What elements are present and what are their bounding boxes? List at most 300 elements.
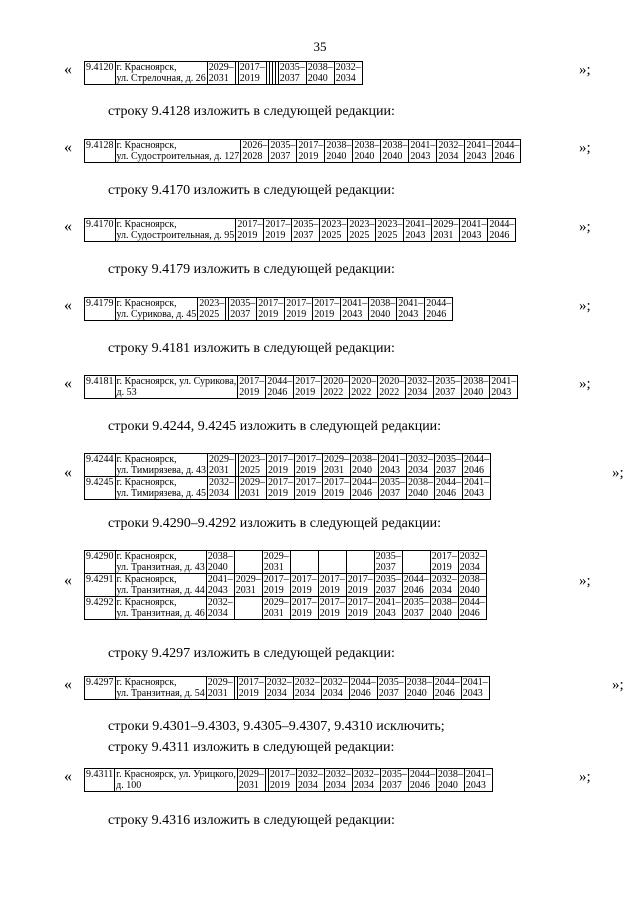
year-start: 2041– <box>410 140 436 151</box>
year-range-cell <box>206 551 234 574</box>
year-end: 2019 <box>239 387 260 398</box>
year-range-cell <box>405 677 433 700</box>
year-start: 2017– <box>268 477 294 488</box>
year-range-cell <box>313 298 341 321</box>
amendment-table <box>84 139 521 163</box>
year-end: 2019 <box>239 73 260 84</box>
year-end: 2019 <box>314 309 335 320</box>
year-start: 2032– <box>297 769 323 780</box>
address-line-2: ул. Транзитная, д. 54 <box>116 688 205 699</box>
year-start: 2044– <box>403 574 429 585</box>
amendment-table <box>84 297 453 321</box>
year-end: 2019 <box>347 608 368 619</box>
year-start: 2044– <box>352 477 378 488</box>
year-start: 2038– <box>431 597 457 608</box>
year-end: 2046 <box>464 465 485 476</box>
address-line-2: д. 100 <box>116 780 142 791</box>
year-start: 2020– <box>323 376 349 387</box>
year-end: 2043 <box>375 608 396 619</box>
year-range-cell <box>278 62 306 85</box>
year-end: 2025 <box>349 230 370 241</box>
year-range-cell <box>318 574 346 597</box>
year-start: 2038– <box>354 140 380 151</box>
year-range-cell <box>241 140 269 163</box>
year-range-cell <box>369 298 397 321</box>
year-end: 2019 <box>268 465 289 476</box>
year-range-cell <box>407 454 435 477</box>
year-range-cell <box>349 677 377 700</box>
amendment-paragraph: строки 9.4244, 9.4245 изложить в следующей редакции: <box>108 419 442 434</box>
year-range-cell <box>320 219 348 242</box>
year-range-cell <box>198 298 226 321</box>
year-start: 2041– <box>207 574 233 585</box>
address-line-1: г. Красноярск, <box>116 551 177 562</box>
year-start: 2035– <box>378 677 404 688</box>
amendment-paragraph: строку 9.4128 изложить в следующей редакции: <box>108 104 395 119</box>
amendment-table <box>84 768 493 792</box>
year-start: 2017– <box>319 574 345 585</box>
year-end: 2025 <box>321 230 342 241</box>
year-end: 2037 <box>293 230 314 241</box>
year-end: 2040 <box>326 151 347 162</box>
year-range-cell <box>292 219 320 242</box>
year-start: 2035– <box>293 219 319 230</box>
year-end: 2046 <box>350 688 371 699</box>
year-end: 2046 <box>459 608 480 619</box>
amendment-table <box>84 550 487 620</box>
closing-quote: »; <box>612 677 624 693</box>
year-range-cell <box>262 597 290 620</box>
closing-quote: »; <box>579 140 591 156</box>
year-range-cell <box>463 454 491 477</box>
year-range-cell <box>433 677 461 700</box>
year-end: 2034 <box>325 780 346 791</box>
year-start: 2017– <box>258 298 284 309</box>
year-start: 2032– <box>266 677 292 688</box>
row-number-cell: 9.4290 <box>85 551 116 574</box>
year-start: 2038– <box>382 140 408 151</box>
year-end: 2040 <box>406 688 427 699</box>
year-range-cell <box>318 551 346 574</box>
year-end: 2037 <box>279 73 300 84</box>
year-range-cell <box>294 376 322 399</box>
row-number-cell: 9.4244 <box>85 454 116 477</box>
year-range-cell <box>206 677 234 700</box>
year-range-cell <box>430 597 458 620</box>
year-range-cell <box>464 769 492 792</box>
year-start: 2035– <box>403 597 429 608</box>
year-range-cell <box>374 574 402 597</box>
year-end: 2019 <box>268 488 289 499</box>
year-range-cell <box>435 454 463 477</box>
year-start: 2041– <box>405 219 431 230</box>
address-line-2: ул. Тимирязева, д. 45 <box>116 488 207 499</box>
row-number-cell: 9.4128 <box>85 140 116 163</box>
year-range-cell <box>295 477 323 500</box>
year-range-cell <box>402 597 430 620</box>
year-start: 2029– <box>238 769 264 780</box>
address-line-2: ул. Сурикова, д. 45 <box>116 309 197 320</box>
closing-quote: »; <box>579 573 591 589</box>
year-range-cell <box>379 454 407 477</box>
year-range-cell <box>490 376 518 399</box>
year-end: 2043 <box>464 488 485 499</box>
year-range-cell <box>207 62 235 85</box>
year-end: 2043 <box>461 230 482 241</box>
year-range-cell <box>458 551 486 574</box>
year-start: 2041– <box>375 597 401 608</box>
year-start: 2035– <box>436 454 462 465</box>
year-start: 2020– <box>379 376 405 387</box>
address-line-2: ул. Транзитная, д. 43 <box>116 562 205 573</box>
year-start: 2032– <box>459 551 485 562</box>
year-start: 2041– <box>466 140 492 151</box>
year-end: 2034 <box>353 780 374 791</box>
year-range-cell <box>268 769 296 792</box>
amendment-table <box>84 676 490 700</box>
year-range-cell <box>234 551 262 574</box>
year-end: 2019 <box>269 780 290 791</box>
closing-quote: »; <box>579 219 591 235</box>
year-range-cell <box>434 376 462 399</box>
year-range-cell <box>325 140 353 163</box>
year-end: 2040 <box>437 780 458 791</box>
year-end: 2022 <box>323 387 344 398</box>
year-range-cell <box>238 62 266 85</box>
year-range-cell <box>407 477 435 500</box>
year-end: 2019 <box>291 608 312 619</box>
year-end: 2046 <box>403 585 424 596</box>
year-range-cell <box>265 677 293 700</box>
opening-quote: « <box>64 61 72 78</box>
year-start: 2038– <box>207 551 233 562</box>
year-start: 2017– <box>295 376 321 387</box>
year-end: 2034 <box>297 780 318 791</box>
year-end: 2040 <box>382 151 403 162</box>
year-range-cell <box>290 574 318 597</box>
year-end: 2040 <box>459 585 480 596</box>
year-range-cell <box>377 677 405 700</box>
year-start: 2035– <box>380 477 406 488</box>
year-range-cell <box>374 551 402 574</box>
year-start: 2032– <box>294 677 320 688</box>
table-row <box>85 769 493 792</box>
year-start: 2041– <box>342 298 368 309</box>
year-end: 2019 <box>237 230 258 241</box>
year-end: 2037 <box>436 465 457 476</box>
year-end: 2040 <box>352 465 373 476</box>
year-range-cell <box>234 597 262 620</box>
year-end: 2037 <box>403 608 424 619</box>
year-end: 2043 <box>342 309 363 320</box>
year-end: 2022 <box>351 387 372 398</box>
address-line-2: ул. Судостроительная, д. 95 <box>116 230 235 241</box>
year-end: 2034 <box>266 688 287 699</box>
year-start: 2035– <box>435 376 461 387</box>
year-range-cell <box>295 454 323 477</box>
closing-quote: »; <box>579 298 591 314</box>
opening-quote: « <box>64 375 72 392</box>
amendment-table <box>84 61 363 85</box>
address-line-1: г. Красноярск, <box>116 62 177 73</box>
address-line-1: г. Красноярск, <box>116 454 177 465</box>
year-range-cell <box>350 376 378 399</box>
year-start: 2035– <box>279 62 305 73</box>
year-end: 2046 <box>409 780 430 791</box>
year-end: 2040 <box>431 608 452 619</box>
closing-quote: »; <box>612 465 624 481</box>
opening-quote: « <box>64 139 72 156</box>
year-end: 2040 <box>370 309 391 320</box>
year-start: 2017– <box>296 454 322 465</box>
year-range-cell <box>306 62 334 85</box>
year-range-cell <box>208 454 236 477</box>
row-number-cell: 9.4179 <box>85 298 116 321</box>
year-start: 2041– <box>462 677 488 688</box>
year-start: 2032– <box>209 477 235 488</box>
year-range-cell <box>408 769 436 792</box>
year-end: 2022 <box>379 387 400 398</box>
table-row <box>85 454 491 477</box>
address-line-1: г. Красноярск, <box>116 477 177 488</box>
address-cell <box>115 376 238 399</box>
year-range-cell <box>351 477 379 500</box>
year-range-cell <box>402 551 430 574</box>
address-line-1: г. Красноярск, ул. Урицкого, <box>116 769 236 780</box>
opening-quote: « <box>64 297 72 314</box>
year-range-cell <box>322 376 350 399</box>
closing-quote: »; <box>579 376 591 392</box>
amendment-paragraph: строку 9.4181 изложить в следующей редакции: <box>108 341 395 356</box>
year-end: 2043 <box>462 688 483 699</box>
year-range-cell <box>290 551 318 574</box>
year-range-cell <box>324 769 352 792</box>
year-range-cell <box>234 574 262 597</box>
page-number: 35 <box>313 39 327 54</box>
year-end: 2031 <box>238 780 259 791</box>
year-end: 2046 <box>352 488 373 499</box>
address-line-1: г. Красноярск, <box>116 298 177 309</box>
year-range-cell <box>436 769 464 792</box>
year-range-cell <box>267 454 295 477</box>
year-start: 2017– <box>347 574 373 585</box>
year-end: 2034 <box>207 608 228 619</box>
year-range-cell <box>237 677 265 700</box>
table-row <box>85 574 487 597</box>
year-range-cell <box>488 219 516 242</box>
year-end: 2037 <box>375 585 396 596</box>
address-cell <box>115 298 198 321</box>
year-start: 2038– <box>437 769 463 780</box>
year-start: 2041– <box>461 219 487 230</box>
year-end: 2037 <box>380 488 401 499</box>
year-range-cell <box>458 597 486 620</box>
year-end: 2034 <box>438 151 459 162</box>
year-end: 2025 <box>240 465 261 476</box>
year-start: 2038– <box>307 62 333 73</box>
year-start: 2020– <box>351 376 377 387</box>
year-end: 2019 <box>319 585 340 596</box>
year-range-cell <box>376 219 404 242</box>
closing-quote: »; <box>579 62 591 78</box>
year-end: 2019 <box>296 465 317 476</box>
table-row <box>85 551 487 574</box>
address-cell <box>115 597 206 620</box>
year-end: 2040 <box>207 562 228 573</box>
year-start: 2017– <box>319 597 345 608</box>
year-start: 2032– <box>353 769 379 780</box>
year-range-cell <box>323 454 351 477</box>
year-end: 2031 <box>207 688 228 699</box>
year-start: 2029– <box>209 454 235 465</box>
year-range-cell <box>458 574 486 597</box>
year-end: 2043 <box>410 151 431 162</box>
year-end: 2046 <box>489 230 510 241</box>
year-range-cell <box>236 219 264 242</box>
year-start: 2044– <box>459 597 485 608</box>
row-number-cell: 9.4297 <box>85 677 116 700</box>
year-range-cell <box>460 219 488 242</box>
year-start: 2023– <box>349 219 375 230</box>
year-range-cell <box>341 298 369 321</box>
year-end: 2034 <box>407 387 428 398</box>
year-end: 2025 <box>377 230 398 241</box>
year-end: 2043 <box>398 309 419 320</box>
year-start: 2029– <box>240 477 266 488</box>
amendment-paragraph: строки 9.4290–9.4292 изложить в следующей редакции: <box>108 516 442 531</box>
year-end: 2037 <box>375 562 396 573</box>
year-start: 2041– <box>398 298 424 309</box>
year-end: 2040 <box>463 387 484 398</box>
year-range-cell <box>238 376 266 399</box>
year-end: 2019 <box>286 309 307 320</box>
address-line-1: г. Красноярск, <box>116 597 177 608</box>
amendment-paragraph: строку 9.4297 изложить в следующей редакции: <box>108 646 395 661</box>
table-row <box>85 140 521 163</box>
table-row <box>85 477 491 500</box>
year-start: 2017– <box>263 574 289 585</box>
year-range-cell <box>432 219 460 242</box>
year-range-cell <box>430 574 458 597</box>
year-start: 2029– <box>263 551 289 562</box>
year-range-cell <box>321 677 349 700</box>
year-start: 2032– <box>431 574 457 585</box>
year-end: 2031 <box>209 465 230 476</box>
year-start: 2023– <box>321 219 347 230</box>
year-range-cell <box>397 298 425 321</box>
year-end: 2031 <box>263 562 284 573</box>
year-start: 2029– <box>263 597 289 608</box>
year-range-cell <box>293 677 321 700</box>
year-start: 2038– <box>463 376 489 387</box>
year-start: 2044– <box>489 219 515 230</box>
year-start: 2041– <box>464 477 490 488</box>
address-line-2: ул. Транзитная, д. 46 <box>116 608 205 619</box>
row-number-cell: 9.4170 <box>85 219 116 242</box>
year-end: 2028 <box>242 151 263 162</box>
amendment-paragraph: строки 9.4301–9.4303, 9.4305–9.4307, 9.4310 исключить; <box>108 719 445 734</box>
year-end: 2019 <box>295 387 316 398</box>
year-start: 2044– <box>436 477 462 488</box>
year-end: 2019 <box>265 230 286 241</box>
year-range-cell <box>348 219 376 242</box>
table-row <box>85 597 487 620</box>
year-end: 2040 <box>307 73 328 84</box>
year-end: 2019 <box>298 151 319 162</box>
year-end: 2019 <box>291 585 312 596</box>
year-start: 2029– <box>235 574 261 585</box>
year-start: 2032– <box>207 597 233 608</box>
year-end: 2019 <box>238 688 259 699</box>
amendment-paragraph: строку 9.4311 изложить в следующей редакции: <box>108 740 395 755</box>
year-range-cell <box>379 477 407 500</box>
year-range-cell <box>437 140 465 163</box>
year-range-cell <box>229 298 257 321</box>
year-range-cell <box>290 597 318 620</box>
year-end: 2037 <box>378 688 399 699</box>
opening-quote: « <box>64 572 72 589</box>
address-line-2: ул. Судостроительная, д. 127 <box>116 151 240 162</box>
year-start: 2038– <box>352 454 378 465</box>
year-start: 2023– <box>377 219 403 230</box>
year-end: 2046 <box>494 151 515 162</box>
year-range-cell <box>346 574 374 597</box>
year-start: 2029– <box>324 454 350 465</box>
year-range-cell <box>465 140 493 163</box>
year-end: 2034 <box>294 688 315 699</box>
year-start: 2044– <box>426 298 452 309</box>
year-end: 2031 <box>235 585 256 596</box>
year-start: 2038– <box>406 677 432 688</box>
year-range-cell <box>296 769 324 792</box>
year-end: 2043 <box>405 230 426 241</box>
year-end: 2043 <box>207 585 228 596</box>
year-start: 2017– <box>298 140 324 151</box>
year-range-cell <box>380 769 408 792</box>
year-range-cell <box>430 551 458 574</box>
year-start: 2017– <box>296 477 322 488</box>
year-end: 2019 <box>258 309 279 320</box>
year-start: 2017– <box>239 376 265 387</box>
year-start: 2017– <box>268 454 294 465</box>
year-range-cell <box>381 140 409 163</box>
year-start: 2029– <box>208 62 234 73</box>
address-line-2: ул. Тимирязева, д. 43 <box>116 465 207 476</box>
year-start: 2044– <box>434 677 460 688</box>
year-range-cell <box>267 477 295 500</box>
year-range-cell <box>237 769 265 792</box>
year-range-cell <box>409 140 437 163</box>
year-range-cell <box>206 597 234 620</box>
year-end: 2034 <box>209 488 230 499</box>
year-start: 2032– <box>325 769 351 780</box>
address-line-1: г. Красноярск, <box>116 677 177 688</box>
address-cell <box>115 454 208 477</box>
year-end: 2031 <box>208 73 229 84</box>
year-end: 2034 <box>431 585 452 596</box>
amendment-paragraph: строку 9.4179 изложить в следующей редакции: <box>108 262 395 277</box>
year-range-cell <box>352 769 380 792</box>
year-range-cell <box>297 140 325 163</box>
year-range-cell <box>266 376 294 399</box>
amendment-table <box>84 375 518 399</box>
year-end: 2031 <box>324 465 345 476</box>
year-start: 2029– <box>433 219 459 230</box>
year-range-cell <box>404 219 432 242</box>
year-range-cell <box>463 477 491 500</box>
year-end: 2034 <box>335 73 356 84</box>
row-number-cell: 9.4120 <box>85 62 116 85</box>
